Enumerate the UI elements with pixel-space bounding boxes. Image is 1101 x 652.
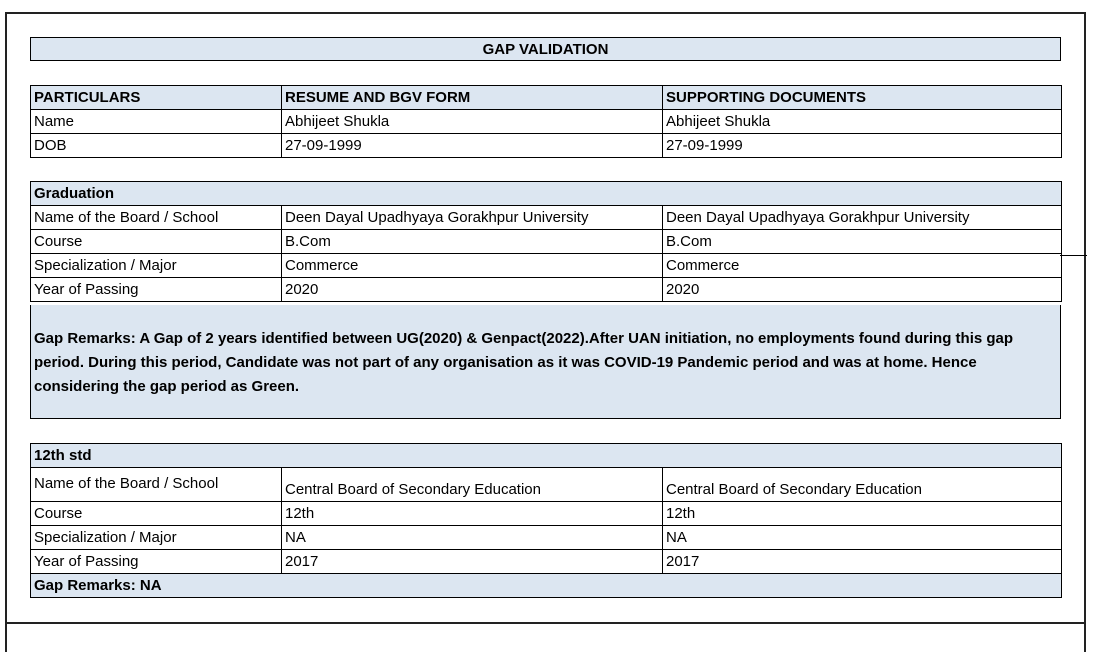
- row-resume-value: Central Board of Secondary Education: [282, 468, 663, 502]
- section-heading-row: [31, 182, 1062, 206]
- row-resume-value: Deen Dayal Upadhyaya Gorakhpur University: [282, 206, 663, 230]
- table-row: [31, 526, 1062, 550]
- table-header-row: [31, 86, 1062, 110]
- row-label: Year of Passing: [31, 278, 282, 302]
- row-resume-value: 12th: [282, 502, 663, 526]
- table-row: [31, 502, 1062, 526]
- row-docs-value: 27-09-1999: [663, 134, 1062, 158]
- table-row: [31, 550, 1062, 574]
- row-docs-value: B.Com: [663, 230, 1062, 254]
- graduation-table: [30, 181, 1062, 302]
- row-label: Course: [31, 230, 282, 254]
- twelfth-gap-remarks: Gap Remarks: NA: [31, 574, 1062, 598]
- row-label: Name of the Board / School: [31, 468, 282, 502]
- header-supporting: SUPPORTING DOCUMENTS: [663, 86, 1062, 110]
- bottom-divider: [5, 622, 1086, 624]
- row-resume-value: 27-09-1999: [282, 134, 663, 158]
- table-row: [31, 134, 1062, 158]
- table-row: [31, 468, 1062, 502]
- extra-gridline: [1060, 232, 1087, 256]
- row-docs-value: Commerce: [663, 254, 1062, 278]
- row-label: Course: [31, 502, 282, 526]
- table-row: [31, 278, 1062, 302]
- row-resume-value: B.Com: [282, 230, 663, 254]
- row-label: Year of Passing: [31, 550, 282, 574]
- table-row: [31, 110, 1062, 134]
- table-row: [31, 230, 1062, 254]
- row-label: DOB: [31, 134, 282, 158]
- section-heading-row: [31, 444, 1062, 468]
- row-docs-value: NA: [663, 526, 1062, 550]
- row-docs-value: Deen Dayal Upadhyaya Gorakhpur University: [663, 206, 1062, 230]
- row-docs-value: 12th: [663, 502, 1062, 526]
- row-resume-value: NA: [282, 526, 663, 550]
- row-resume-value: 2017: [282, 550, 663, 574]
- row-label: Specialization / Major: [31, 526, 282, 550]
- gap-remarks-row: [31, 574, 1062, 598]
- row-docs-value: Central Board of Secondary Education: [663, 468, 1062, 502]
- row-label: Specialization / Major: [31, 254, 282, 278]
- table-row: [31, 254, 1062, 278]
- row-docs-value: Abhijeet Shukla: [663, 110, 1062, 134]
- section-heading-graduation: Graduation: [31, 182, 1062, 206]
- graduation-gap-remarks: Gap Remarks: A Gap of 2 years identified between UG(2020) & Genpact(2022).After UAN initiation, no employments found during this gap period. During this period, Candidate was not part of any organisation as it was COVID-19 Pandemic period and was at home. Hence considering the gap period as Green.: [30, 305, 1061, 419]
- row-docs-value: 2020: [663, 278, 1062, 302]
- personal-table: [30, 85, 1062, 158]
- table-row: [31, 206, 1062, 230]
- twelfth-table: [30, 443, 1062, 598]
- row-docs-value: 2017: [663, 550, 1062, 574]
- row-resume-value: Commerce: [282, 254, 663, 278]
- row-resume-value: 2020: [282, 278, 663, 302]
- row-label: Name of the Board / School: [31, 206, 282, 230]
- header-resume: RESUME AND BGV FORM: [282, 86, 663, 110]
- header-particulars: PARTICULARS: [31, 86, 282, 110]
- page-title: GAP VALIDATION: [30, 37, 1061, 61]
- section-heading-twelfth: 12th std: [31, 444, 1062, 468]
- row-label: Name: [31, 110, 282, 134]
- row-resume-value: Abhijeet Shukla: [282, 110, 663, 134]
